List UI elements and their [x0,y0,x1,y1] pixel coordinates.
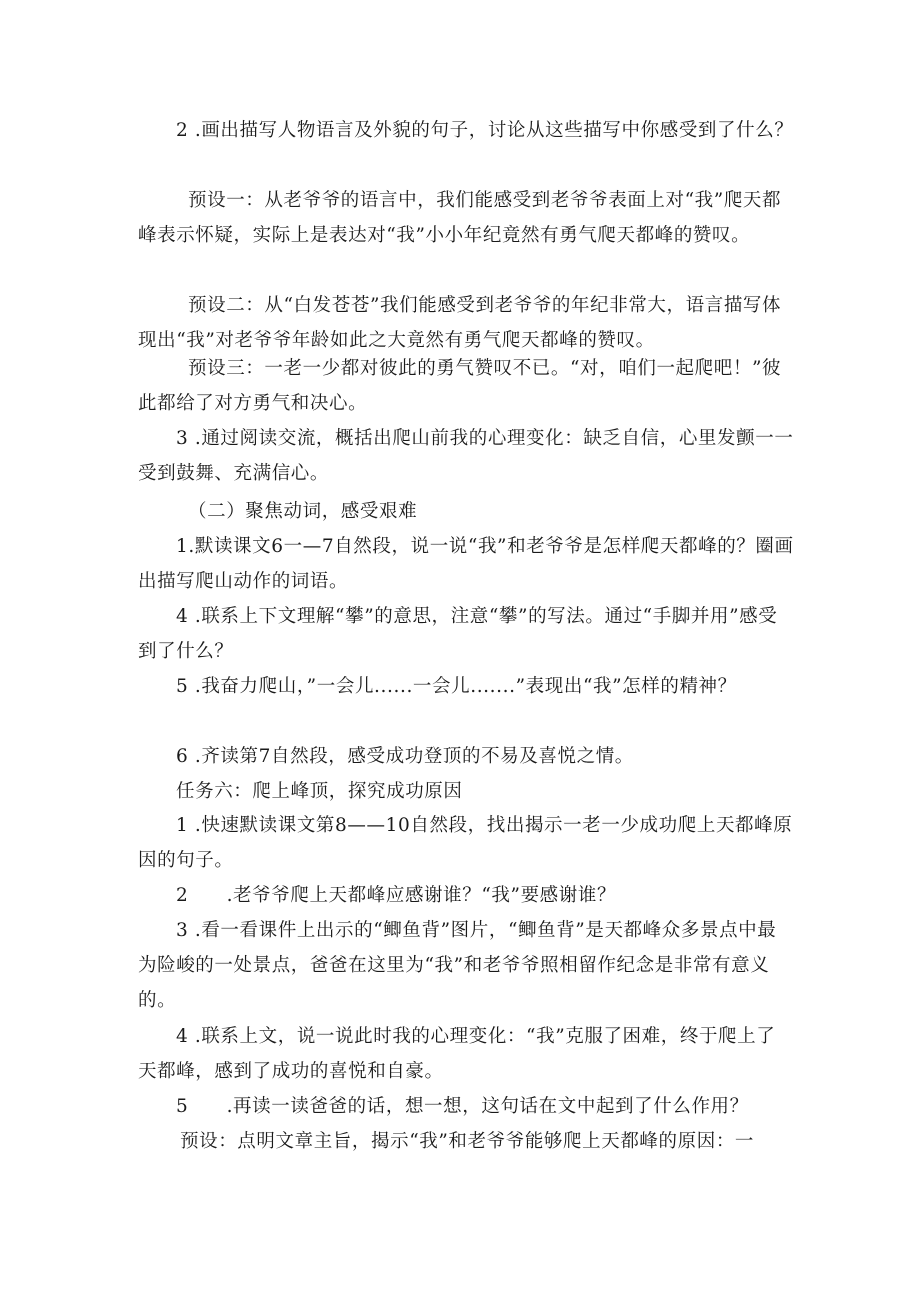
paragraph-task-item-2: 2 .老爷爷爬上天都峰应感谢谁？“我”要感谢谁？ [176,885,617,906]
paragraph-preset-2: 预设二：从“白发苍苍”我们能感受到老爷爷的年纪非常大，语言描写体现出“我”对老爷爷年龄如此之大竟然有勇气爬天都峰的赞叹。 [138,295,782,351]
paragraph-item-4: 4 .联系上下文理解“攀”的意思，注意“攀”的写法。通过“手脚并用”感受到了什么？ [138,606,778,662]
paragraph-question-2: 2 .画出描写人物语言及外貌的句子，讨论从这些描写中你感受到了什么？ [176,120,794,141]
task-heading: 任务六：爬上峰顶，探究成功原因 [176,781,463,802]
paragraph-task-item-4: 4 .联系上文，说一说此时我的心理变化：“我”克服了困难，终于爬上了天都峰，感到了成功的喜悦和自豪。 [138,1026,776,1082]
paragraph-task-item-5: 5 .再读一读爸爸的话，想一想，这句话在文中起到了什么作用？ [176,1096,749,1117]
paragraph-preset-1: 预设一：从老爷爷的语言中，我们能感受到老爷爷表面上对“我”爬天都峰表示怀疑，实际上是表达对“我”小小年纪竟然有勇气爬天都峰的赞叹。 [138,190,782,246]
paragraph-item-5: 5 .我奋力爬山，”一会儿......一会儿.......”表现出“我”怎样的精神？ [176,676,737,697]
paragraph-item-3: 3 .通过阅读交流，概括出爬山前我的心理变化：缺乏自信，心里发颤一一受到鼓舞、充满信心。 [138,428,794,484]
paragraph-item-1: 1.默读课文6一—7自然段，说一说“我”和老爷爷是怎样爬天都峰的？圈画出描写爬山动作的词语。 [138,536,794,592]
paragraph-item-6: 6 .齐读第7自然段，感受成功登顶的不易及喜悦之情。 [176,746,634,767]
paragraph-task-item-1: 1 .快速默读课文第8——10自然段，找出揭示一老一少成功爬上天都峰原因的句子。 [138,815,793,871]
paragraph-preset-final: 预设：点明文章主旨，揭示“我”和老爷爷能够爬上天都峰的原因：一 [180,1131,755,1152]
section-heading: （二）聚焦动词，感受艰难 [188,501,418,522]
paragraph-task-item-3: 3 .看一看课件上出示的“鲫鱼背”图片，“鲫鱼背”是天都峰众多景点中最为险峻的一处景点，爸爸在这里为“我”和老爷爷照相留作纪念是非常有意义的。 [138,920,777,1011]
paragraph-preset-3: 预设三：一老一少都对彼此的勇气赞叹不已。“对，咱们一起爬吧！”彼此都给了对方勇气和决心。 [138,358,782,414]
